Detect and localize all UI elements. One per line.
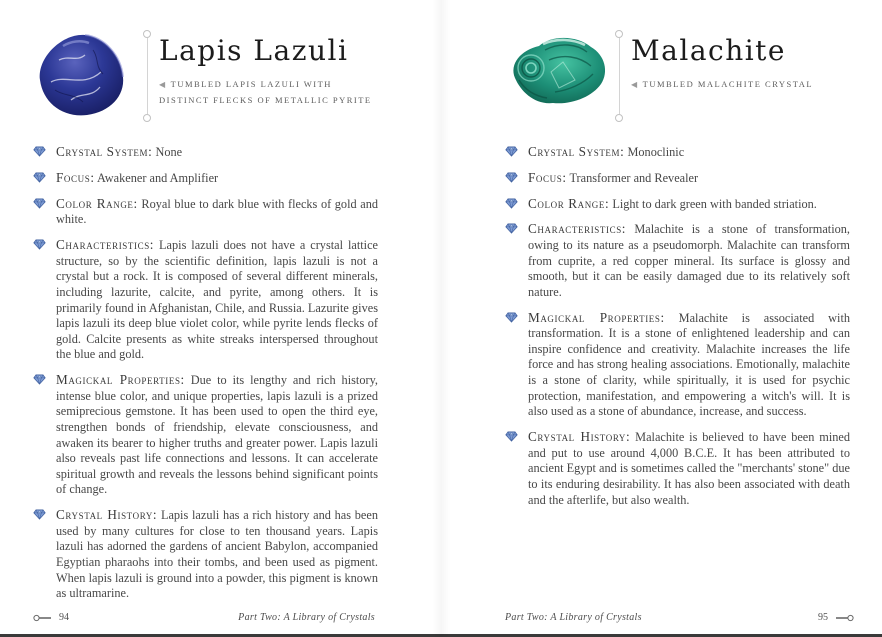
gem-bullet-icon [33,172,46,183]
attribute-label: Crystal System: [56,144,153,159]
attribute-text: Lapis lazuli has a rich history and has been used by many cultures for close to ten thousand years. Lapis lazuli has adorned the gardens of ancient Babylon, accompanied Egyptian pharaohs into their tombs, and been used as pigment. When lapis lazuli is ground into a powder, this pigment is known as ultramarine. [56,507,379,601]
attribute-label: Crystal History: [56,506,158,522]
crystal-attribute-entry [33,144,378,161]
attribute-label: Crystal History: [528,428,631,444]
attribute-label: Crystal System: [528,144,625,159]
gem-bullet-icon [33,509,46,520]
page-malachite [441,0,882,637]
gem-bullet-icon [505,198,518,209]
divider-dot-bottom [615,114,623,122]
page-number-group [818,612,854,623]
attribute-label: Focus: [56,169,95,185]
crystal-attribute-entry [33,170,378,187]
crystal-attribute-entry [33,507,378,602]
attribute-text: Royal blue to dark blue with flecks of gold and white. [56,196,379,227]
footer-ornament-icon [33,614,53,622]
crystal-attribute-entry [33,196,378,228]
photo-caption-text: TUMBLED LAPIS LAZULI WITH DISTINCT FLECKS OF METALLIC PYRITE [159,78,372,105]
gem-bullet-icon [505,431,518,442]
caption-arrow-icon: ◀ [631,79,639,89]
crystal-header [33,30,378,122]
divider-line [619,38,620,114]
attribute-text: Lapis lazuli does not have a crystal lattice structure, so by the scientific definition, lapis lazuli is not a crystal but a rock. It is composed of several different minerals, including lazurite, calcite, and pyrite, among others. It is primarily found in Afghanistan, Chile, and Russia. Lazurite gives lapis lazuli its deep blue violet color, while pyrite lends flecks of gold. Calcite presents as white streaks interspersed throughout the blue and gold. [56,237,378,362]
crystal-attribute-entry [505,170,850,187]
gem-bullet-icon [505,312,518,323]
page-title: Malachite [631,34,787,67]
divider-dot-top [143,30,151,38]
attribute-text: Due to its lengthy and rich history, intense blue color, and unique properties, lapis lazuli is a prized semiprecious gemstone. It has been used to open the third eye, strengthen bonds of friendship, elevate consciousness, and awaken its bearer to higher truths and greater power. Lapis lazuli also reveals past life connections and lessons. It can accelerate spiritual growth and reveals the lessons behind significant points of change. [56,372,378,497]
crystal-header [505,30,850,122]
attribute-text: Awakener and Amplifier [97,170,219,185]
attribute-label: Magickal Properties: [528,309,665,325]
attribute-text: Light to dark green with banded striation. [612,196,817,211]
malachite-stone-photo [505,30,605,120]
attribute-list [505,144,850,508]
gem-bullet-icon [33,239,46,250]
photo-caption [159,77,378,109]
title-block [631,30,850,122]
photo-caption [631,77,850,93]
divider-dot-top [615,30,623,38]
page-title: Lapis Lazuli [159,34,349,67]
lapis-lazuli-stone-photo [33,30,133,120]
crystal-attribute-entry [505,221,850,300]
gem-bullet-icon [505,146,518,157]
attribute-text: Malachite is believed to have been mined and put to use around 4,000 B.C.E. It has been attributed to ancient Egypt and is sometimes called the "merchants' stone" due to its enduring desirability. It has also been associated with death and the afterlife, but also wealth. [528,429,850,507]
photo-caption-text: TUMBLED MALACHITE CRYSTAL [642,78,814,89]
attribute-text: Malachite is a stone of transformation, owing to its nature as a pseudomorph. Malachite can transform from cuprite, a red copper mineral. Its surface is glossy and smooth, but it can be easily damaged due to its relatively soft nature. [528,222,850,299]
attribute-label: Characteristics: [56,236,155,252]
attribute-label: Magickal Properties: [56,371,185,387]
gem-bullet-icon [505,223,518,234]
gem-bullet-icon [505,172,518,183]
gem-bullet-icon [33,146,46,157]
page-number: 94 [59,612,69,623]
crystal-attribute-entry [33,372,378,498]
attribute-label: Color Range: [528,195,610,211]
attribute-label: Focus: [528,169,567,185]
gem-bullet-icon [33,198,46,209]
running-title: Part Two: A Library of Crystals [238,612,375,623]
caption-arrow-icon: ◀ [159,79,167,89]
page-number-group [33,612,69,623]
page-number: 95 [818,612,828,623]
crystal-attribute-entry [505,196,850,213]
crystal-attribute-entry [33,237,378,363]
page-footer [33,612,375,623]
attribute-text: None [155,145,183,159]
title-block [159,30,378,122]
attribute-text: Monoclinic [627,145,685,159]
crystal-attribute-entry [505,429,850,508]
attribute-label: Color Range: [56,195,138,211]
attribute-text: Malachite is associated with transformation. It is a stone of enlightened leadership and can inspire confidence and creativity. Malachite increases the life force and has strong healing associations. Emotionally, malachite is a stone of clarity, while spiritually, it is used for psychic protection, manifestation, and empowering a witch's will. It is also used as a stone of abundance, increase, and success. [528,310,851,419]
divider-line [147,38,148,114]
header-divider [143,30,151,122]
gem-bullet-icon [33,374,46,385]
running-title: Part Two: A Library of Crystals [505,612,642,623]
divider-dot-bottom [143,114,151,122]
crystal-attribute-entry [505,144,850,161]
header-divider [615,30,623,122]
attribute-text: Transformer and Revealer [569,170,699,185]
attribute-label: Characteristics: [528,221,627,237]
crystal-attribute-entry [505,310,850,420]
page-footer [505,612,854,623]
footer-ornament-icon [834,614,854,622]
attribute-list [33,144,378,602]
